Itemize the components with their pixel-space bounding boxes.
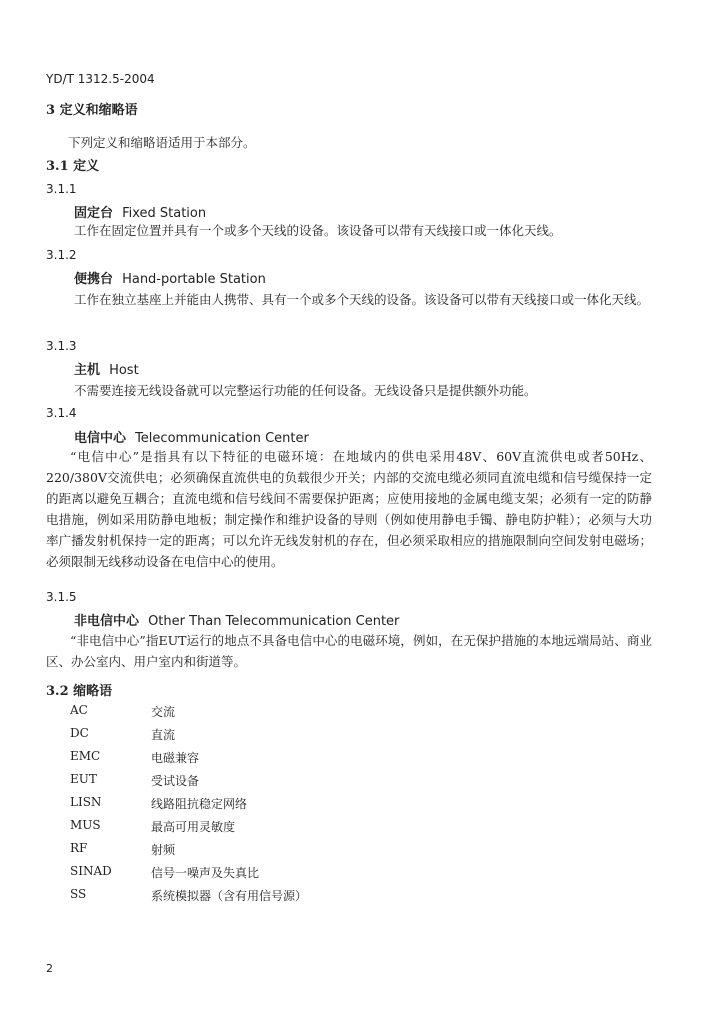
abbr-meaning: 交流 bbox=[151, 705, 176, 719]
term-heading bbox=[74, 427, 309, 446]
definition-text: 工作在独立基座上并能由人携带、具有一个或多个天线的设备。该设备可以带有天线接口或一体化天线。 bbox=[74, 292, 650, 307]
definition-text: “电信中心”是指具有以下特征的电磁环境：在地域内的供电采用48V、60V直流供电或者50Hz、220/380V交流供电；必须确保直流供电的负载很少开关；内部的交流电缆必须同直流电缆和信号缆保持一定的距离以避免互耦合；直流电缆和信号线间不需要保护距离；应使用接地的金属电缆支架；必须有一定的防静电措施，例如采用防静电地板；制定操作和维护设备的导则（例如使用静电手镯、静电防护鞋）；必须与大功率广播发射机保持一定的距离；可以允许无线发射机的存在，但必须采取相应的措施限制向空间发射电磁场；必须限制无线移动设备在电信中心的使用。 bbox=[46, 449, 652, 569]
abbr-meaning: 最高可用灵敏度 bbox=[151, 820, 236, 834]
abbr-meaning: 系统模拟器（含有用信号源） bbox=[151, 889, 308, 903]
abbr-code: AC bbox=[70, 703, 88, 717]
doc-code: YD/T 1312.5-2004 bbox=[46, 72, 155, 86]
term-cn: 非电信中心 bbox=[74, 614, 140, 629]
abbr-code: DC bbox=[70, 726, 89, 740]
abbr-code: MUS bbox=[70, 818, 101, 832]
abbr-meaning: 线路阻抗稳定网络 bbox=[151, 797, 248, 811]
section-3-title: 3 定义和缩略语 bbox=[46, 103, 138, 118]
term-en: Other Than Telecommunication Center bbox=[148, 614, 400, 629]
term-en: Telecommunication Center bbox=[135, 431, 309, 446]
abbr-meaning: 射频 bbox=[151, 843, 176, 857]
clause-number: 3.1.5 bbox=[46, 590, 77, 604]
section-3-1-title: 3.1 定义 bbox=[46, 159, 100, 174]
term-en: Host bbox=[109, 363, 139, 378]
term-heading bbox=[74, 268, 266, 287]
clause-number: 3.1.1 bbox=[46, 182, 77, 196]
abbr-code: SS bbox=[70, 887, 87, 901]
term-cn: 便携台 bbox=[74, 272, 114, 287]
abbr-meaning: 信号一噪声及失真比 bbox=[151, 866, 260, 880]
abbr-code: EMC bbox=[70, 749, 101, 763]
section-3-2-title: 3.2 缩略语 bbox=[46, 684, 113, 699]
clause-number: 3.1.2 bbox=[46, 248, 77, 262]
term-cn: 固定台 bbox=[74, 206, 114, 221]
definition-text: 不需要连接无线设备就可以完整运行功能的任何设备。无线设备只是提供额外功能。 bbox=[74, 383, 537, 398]
abbr-meaning: 电磁兼容 bbox=[151, 751, 200, 765]
definition-text: “非电信中心”指EUT运行的地点不具备电信中心的电磁环境，例如，在无保护措施的本地远端局站、商业区、办公室内、用户室内和街道等。 bbox=[46, 633, 652, 669]
definition-text: 工作在固定位置并具有一个或多个天线的设备。该设备可以带有天线接口或一体化天线。 bbox=[74, 223, 562, 238]
term-heading bbox=[74, 202, 206, 221]
abbr-meaning: 直流 bbox=[151, 728, 176, 742]
abbr-code: EUT bbox=[70, 772, 97, 786]
abbr-code: LISN bbox=[70, 795, 102, 809]
abbr-meaning: 受试设备 bbox=[151, 774, 200, 788]
term-en: Fixed Station bbox=[122, 206, 207, 221]
term-cn: 主机 bbox=[74, 363, 101, 378]
term-cn: 电信中心 bbox=[74, 431, 127, 446]
term-heading bbox=[74, 610, 399, 629]
term-en: Hand-portable Station bbox=[122, 272, 266, 287]
abbr-code: SINAD bbox=[70, 864, 112, 878]
section-3-intro: 下列定义和缩略语适用于本部分。 bbox=[68, 135, 256, 150]
page-number: 2 bbox=[46, 962, 53, 975]
clause-number: 3.1.4 bbox=[46, 406, 77, 420]
term-heading bbox=[74, 359, 139, 378]
abbr-code: RF bbox=[70, 841, 88, 855]
clause-number: 3.1.3 bbox=[46, 339, 77, 353]
